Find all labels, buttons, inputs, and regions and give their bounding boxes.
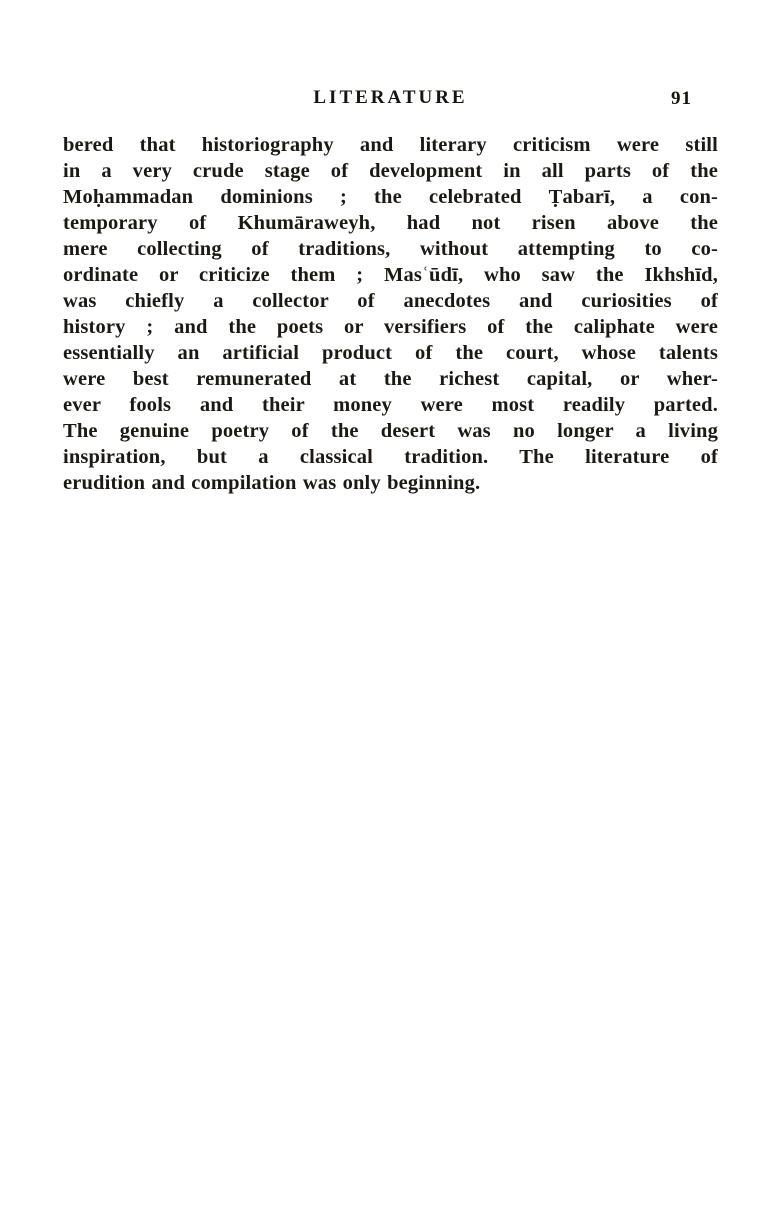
text-line: The genuine poetry of the desert was no longer a living xyxy=(63,420,718,442)
text-line: in a very crude stage of development in all parts of the xyxy=(63,160,718,182)
text-line: bered that historiography and literary criticism were still xyxy=(63,134,718,156)
text-line: ordinate or criticize them ; Masʿūdī, who saw the Ikhshīd, xyxy=(63,264,718,286)
running-header xyxy=(63,87,718,111)
text-line: inspiration, but a classical tradition. The literature of xyxy=(63,446,718,468)
text-line: essentially an artificial product of the court, whose talents xyxy=(63,342,718,364)
paragraph xyxy=(63,132,718,496)
text-line: mere collecting of traditions, without attempting to co- xyxy=(63,238,718,260)
text-line: ever fools and their money were most readily parted. xyxy=(63,394,718,416)
text-line: was chiefly a collector of anecdotes and curiosities of xyxy=(63,290,718,312)
text-line: were best remunerated at the richest capital, or wher- xyxy=(63,368,718,390)
page-title: LITERATURE xyxy=(313,87,468,108)
text-line: erudition and compilation was only beginning. xyxy=(63,472,481,494)
page-number: 91 xyxy=(671,88,692,109)
text-line: history ; and the poets or versifiers of the caliphate were xyxy=(63,316,718,338)
text-line: Moḥammadan dominions ; the celebrated Ṭabarī, a con- xyxy=(63,186,718,208)
text-line: temporary of Khumāraweyh, had not risen above the xyxy=(63,212,718,234)
